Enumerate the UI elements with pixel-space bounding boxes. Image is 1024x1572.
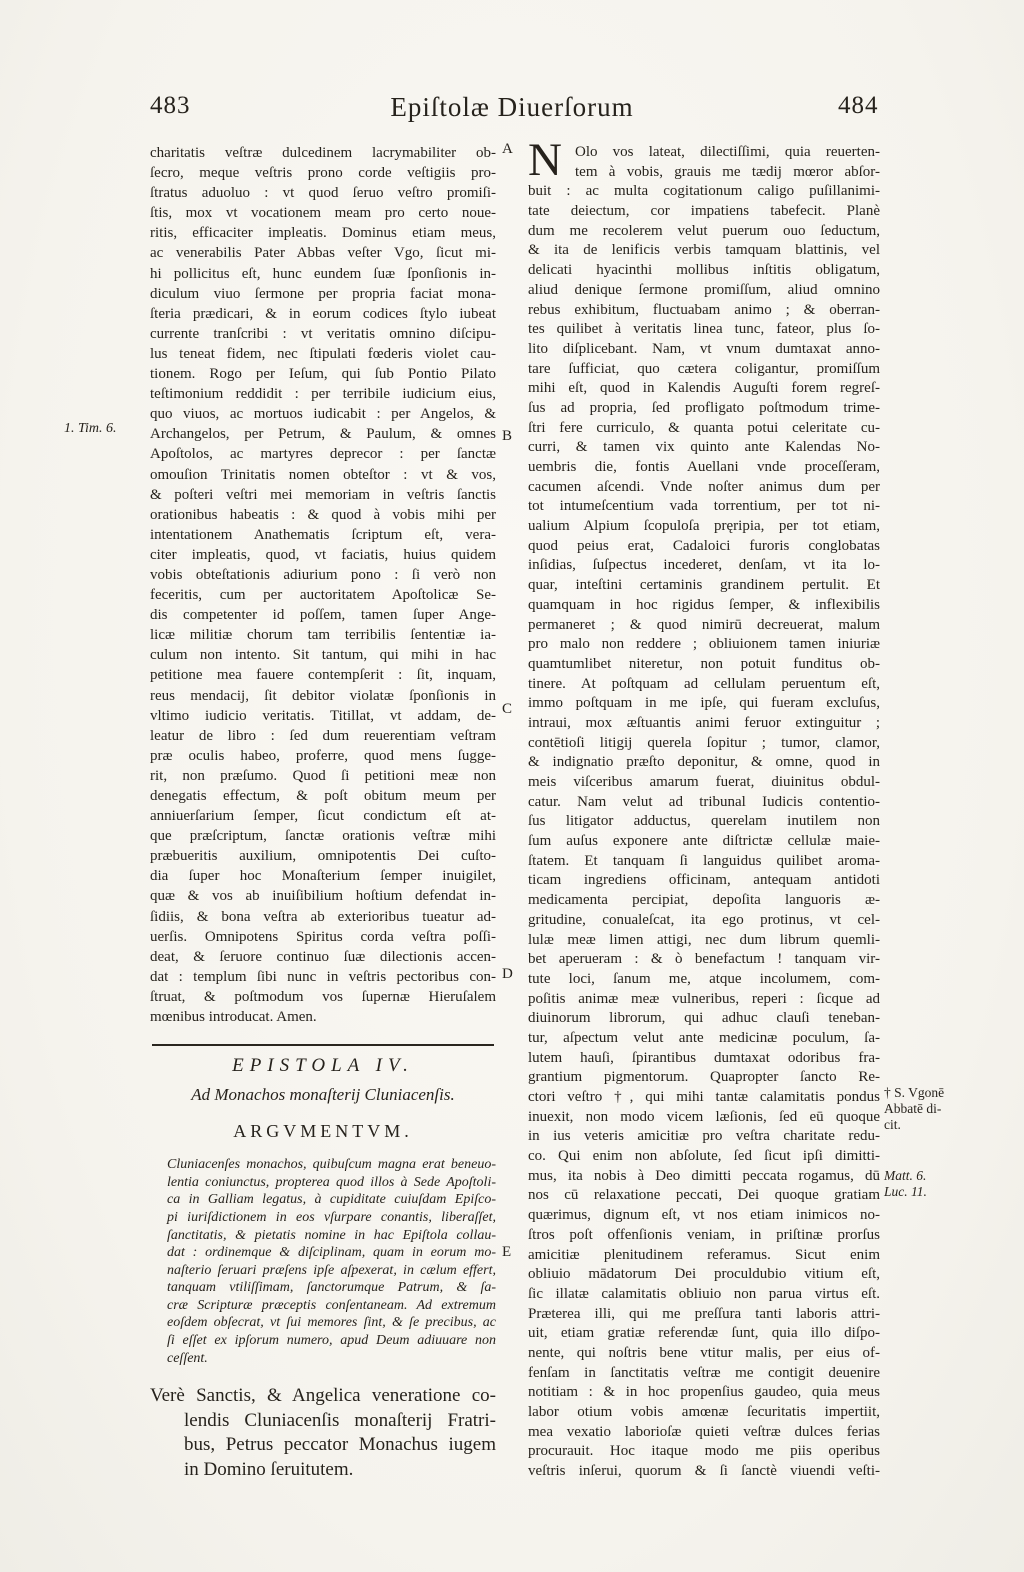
text-line: leatur de libro : ſed dum reuerentiam veſtram xyxy=(150,727,496,744)
drop-cap: N xyxy=(528,134,562,186)
left-column-text xyxy=(150,143,496,1027)
text-line: ſtri fere curriculo, & quanta potui celeritate cu- xyxy=(528,419,880,436)
running-title: Epiſtolæ Diuerſorum xyxy=(390,92,634,122)
text-line: uembris die, fontis Auellani vnde proceſſeram, xyxy=(528,459,880,475)
text-line: tute loci, ſanum me, atque incolumem, com- xyxy=(528,970,880,987)
text-line: ſtratus aduoluo : vt quod ſeruo veſtro promiſi- xyxy=(150,185,496,202)
text-line: Præterea illi, qui me preſſura tanti laboris attri- xyxy=(528,1305,880,1322)
text-line: quod peius erat, Cadaloici furoris conglobatas xyxy=(528,537,880,554)
text-line: mihi eſt, quod in Kalendis Auguſti forem regreſ- xyxy=(528,380,880,397)
text-line: reus mendacij, ſit debitor violatæ ſponſionis in xyxy=(150,687,496,704)
text-line: eoſdem obſecrat, vt ſui memores ſint, & ſe precibus, ac xyxy=(167,1315,496,1331)
text-line: tes quilibet à veritatis linea tunc, fateor, plus ſo- xyxy=(528,321,880,338)
text-line: in ius veteris amicitiæ pro veſtra charitate redu- xyxy=(528,1128,880,1145)
text-line: inſidias, ſuſpectus incederet, denſam, vt ita lo- xyxy=(528,557,880,574)
text-line: obliuio mādatorum Dei proculdubio vitium eſt, xyxy=(528,1266,880,1283)
text-line: dum me recolerem velut puerum ouo ſeductum, xyxy=(528,222,880,239)
text-line: & ita de lenificis verbis tamquam blattinis, vel xyxy=(528,242,880,259)
text-line: nos cū relaxatione peccati, Dei quoque gratiam xyxy=(528,1187,880,1204)
text-line: tot intumeſcentium vada torrentium, per tot ni- xyxy=(528,498,880,515)
text-line: amicitiæ plenitudinem referamus. Sicut enim xyxy=(528,1246,880,1263)
page-number-left: 483 xyxy=(150,92,191,119)
text-line: rebus exhibitum, fluctuabam animo ; & oberran- xyxy=(528,301,880,318)
text-line: vltimo iudicio veritatis. Titillat, vt addam, de- xyxy=(150,707,496,724)
text-line: quamquam in hoc rigidus ſemper, & inflexibilis xyxy=(528,596,880,613)
page-number-right: 484 xyxy=(838,92,879,119)
text-line: ſidiis, & bona veſtra ab exterioribus tueatur ad- xyxy=(150,908,496,925)
text-line: orationibus habeatis : & quod à vobis mihi per xyxy=(150,506,496,523)
text-line: currente tranſcribi : vt veritatis omnino diſcipu- xyxy=(150,325,496,342)
text-line: ctori veſtro †, qui mihi tantæ calamitatis pondus xyxy=(528,1089,880,1105)
page-header xyxy=(0,92,1024,128)
text-line: quo viuos, ac mortuos iudicabit : per Angelos, & xyxy=(150,406,496,423)
section-letter-e: E xyxy=(502,1244,512,1260)
text-line: ritis, efficaciter impleatis. Dominus etiam meus, xyxy=(150,225,496,242)
section-letter-c: C xyxy=(502,701,513,717)
text-line: anniuerſarium ſemper, ſicut condictum eſt at- xyxy=(150,808,496,825)
text-line: ac venerabilis Pater Abbas veſter Vgo, ſicut mi- xyxy=(150,245,496,262)
text-line: Verè Sanctis, & Angelica veneratione co- xyxy=(150,1385,496,1407)
text-line: ſtatem. Et tanquam ſi languidus quilibet aroma- xyxy=(528,852,880,869)
text-line: cræ Scripturæ præceptis conſentaneam. Ad extremum xyxy=(167,1297,496,1313)
text-line: intraui, mox æſtuantis animi feruor extinguitur ; xyxy=(528,714,880,731)
salutation-text xyxy=(150,1384,496,1482)
left-column xyxy=(150,143,496,1482)
right-column xyxy=(528,134,880,1482)
text-line: & indignatio præſto deponitur, & omne, quod in xyxy=(528,754,880,771)
text-line: co. Qui enim non abſolute, ſed ſicut ipſi dimitti- xyxy=(528,1148,880,1165)
text-line: mus, ita nobis à Deo dimitti peccata rogamus, dū xyxy=(528,1167,880,1184)
text-line: tare ſufficiat, quo cætera coligantur, promiſſum xyxy=(528,360,880,377)
text-line: intentationem Anathematis ſcriptum eſt, vera- xyxy=(150,526,496,543)
text-line: denegatis effectum, & poſt obitum meum per xyxy=(150,788,496,804)
text-line: contētioſi litigij querela ſopitur ; tumor, clamor, xyxy=(528,734,880,751)
text-line: buit : ac multa cogitationum caligo puſillanimi- xyxy=(528,183,880,200)
text-line: quar, inteſtini certaminis grandinem pertulit. Et xyxy=(528,577,880,594)
text-line: meis viſceribus amarum fuerat, diuinitus obdul- xyxy=(528,774,880,790)
text-line: pro malo non reddere ; obliuionem tamen iniuriæ xyxy=(528,636,880,653)
text-line: tanquam vtiliſſimam, ſanctorumque Patrum, & ſa- xyxy=(167,1280,496,1296)
text-line: lus teneat fidem, nec ſtipulati fœderis violet cau- xyxy=(150,345,496,362)
text-line: ceſſent. xyxy=(167,1350,208,1366)
text-line: omouſion Trinitatis nomen obteſtor : vt & vos, xyxy=(150,466,496,483)
text-line: in Domino ſeruitutem. xyxy=(184,1458,354,1480)
text-line: procurauit. Hoc itaque modo me piis operibus xyxy=(528,1443,880,1460)
text-line: fenſam in ſanctitatis veſtræ me contigit deuenire xyxy=(528,1364,880,1381)
text-line: quæ & vos ab inuiſibilium hoſtium defendat in- xyxy=(150,888,496,905)
text-line: ticam ingrediens officinam, antequam antidoti xyxy=(528,872,880,889)
text-line: que præſcriptum, ſanctæ orationis veſtræ mihi xyxy=(150,828,496,845)
text-line: ca in Galliam legatus, à cupiditate cuiuſdam Epiſco- xyxy=(167,1192,496,1208)
margin-citation-tim: 1. Tim. 6. xyxy=(64,421,117,436)
margin-citation-matt-luc xyxy=(884,1168,927,1200)
text-line: aliud denique ſermone promiſſum, aliud omnino xyxy=(528,281,880,298)
text-line: ſi eſſet ex ipſorum numero, apud Deum adiuuare non xyxy=(167,1333,496,1349)
text-line: dat : ordinemque & diſciplinam, quam in eorum mo- xyxy=(167,1245,496,1261)
text-line: Olo vos lateat, dilectiſſimi, quia reuerten- xyxy=(575,144,880,160)
text-line: licæ militiæ chorum tam terribilis ſententiæ ia- xyxy=(150,627,496,644)
text-line: charitatis veſtræ dulcedinem lacrymabiliter ob- xyxy=(150,145,496,161)
text-line: ſteria prædicari, & in eorum codices ſtylo iubeat xyxy=(150,305,496,322)
text-line: lito diſplicebant. Nam, vt vnum dumtaxat anno- xyxy=(528,340,880,357)
text-line: bet aperueram : & ò benefactum ! tanquam vir- xyxy=(528,951,880,968)
text-line: curri, & tamen vix quinto ante Kalendas No- xyxy=(528,439,880,456)
text-line: præ oculis habeo, proferre, quod mens ſugge- xyxy=(150,747,496,764)
text-line: ualium Alpium ſcopuloſa pręripia, per tot etiam, xyxy=(528,518,880,535)
text-line: lendis Cluniacenſis monaſterij Fratri- xyxy=(184,1409,496,1431)
text-line: deat, & ſeruore continuo ſuæ dilectionis accen- xyxy=(150,948,496,965)
text-line: pi iuriſdictionem in eos vſurpare conantis, liberaſſet, xyxy=(167,1209,496,1225)
text-line: vobis obteſtationis adiurium pono : ſi verò non xyxy=(150,566,496,583)
text-line: præbueritis auxilium, omnipotentis Dei cuſto- xyxy=(150,848,496,865)
text-line: ſanctitatis, & pietatis nomine in hac Epiſtola collau- xyxy=(167,1227,496,1243)
text-line: petitione mea fauere contempſerit : ſit, inquam, xyxy=(150,667,496,684)
text-line: dat : templum ſibi nunc in veſtris pectoribus con- xyxy=(150,968,496,985)
text-line: cacumen aſcendi. Vnde noſter animus dum per xyxy=(528,478,880,495)
text-line: Cluniacenſes monachos, quibuſcum magna erat beneuo- xyxy=(167,1157,496,1173)
argumentum-heading: ARGVMENTVM. xyxy=(233,1121,413,1142)
epistola-subheading: Ad Monachos monaſterij Cluniacenſis. xyxy=(191,1085,455,1105)
text-line: notitiam : & in hoc propenſius gaudeo, quia meus xyxy=(528,1384,880,1401)
text-line: Archangelos, per Petrum, & Paulum, & omnes xyxy=(150,426,496,443)
text-line: diuinorum librorum, qui adhuc clauſi teneban- xyxy=(528,1010,880,1027)
text-line: bus, Petrus peccator Monachus iugem xyxy=(184,1434,496,1456)
text-line: veſtris inſerui, quorum & ſi ſanctè viuendi veſti- xyxy=(528,1463,880,1480)
text-line: teſtimonium reddidit : per terribile iudicium eius, xyxy=(150,386,496,403)
section-letter-d: D xyxy=(502,966,513,982)
text-line: ſus ad propria, ſed profligato poſtmodum trime- xyxy=(528,399,880,416)
text-line: citer impleatis, quod, vt faciatis, huius quidem xyxy=(150,546,496,563)
epistola-heading: EPISTOLA IV. xyxy=(232,1055,414,1077)
text-line: Matt. 6. xyxy=(884,1168,927,1183)
text-line: ſtis, mox vt vocationem meam pro certo noue- xyxy=(150,205,496,222)
text-line: dia ſuper hoc Monaſterium ſemper inuigilet, xyxy=(150,868,496,885)
text-line: delicati hyacinthi mollibus inſtitis obligatum, xyxy=(528,262,880,279)
text-line: inuexit, non modo vicem læſionis, ſed eū quoque xyxy=(528,1108,880,1125)
section-letter-b: B xyxy=(502,428,513,444)
text-line: ſum auſus exponere ante diſtrictæ cellulæ maie- xyxy=(528,833,880,850)
text-line: quamtumlibet niteretur, non potuit funditus ob- xyxy=(528,655,880,672)
text-line: Luc. 11. xyxy=(884,1184,927,1199)
argumentum-text xyxy=(167,1156,496,1367)
text-line: ſecro, meque veſtris prono corde veſtigiis pro- xyxy=(150,165,496,182)
text-line: hi pollicitus eſt, hunc eundem ſuæ ſponſionis in- xyxy=(150,265,496,282)
text-line: ſtruat, & poſtmodum vos ſupernæ Hieruſalem xyxy=(150,988,496,1005)
text-line: tinere. At poſtquam ad cellulam peruentum eſt, xyxy=(528,675,880,692)
section-divider-rule xyxy=(152,1044,494,1046)
text-line: dis competenter id poſſem, tamen ſuper Ange- xyxy=(150,607,496,624)
text-line: diculum viuo ſermone per propria faciat mona- xyxy=(150,285,496,302)
text-line: ſic illatæ calamitatis obliuio non parua virtus eſt. xyxy=(528,1285,880,1302)
text-line: & poſteri veſtri mei memoriam in veſtris ſanctis xyxy=(150,486,496,503)
text-line: catur. Nam velut ad tribunal Iudicis contentio- xyxy=(528,793,880,810)
text-line: Abbatē di- xyxy=(884,1101,942,1116)
text-line: mea vexatio laborioſæ quieti veſtræ dulces ferias xyxy=(528,1423,880,1440)
text-line: lutem hauſi, ſpirantibus dumtaxat odoribus fra- xyxy=(528,1049,880,1066)
text-line: uerſis. Omnipotens Spiritus corda veſtra poſſi- xyxy=(150,928,496,945)
text-line: nente, qui noſtris bene vtitur malis, per eius of- xyxy=(528,1344,880,1361)
text-line: quærimus, dignum eſt, vt nos etiam inimicos no- xyxy=(528,1207,880,1224)
text-line: feceritis, cum per auctoritatem Apoſtolicæ Se- xyxy=(150,587,496,604)
text-line: medicamenta percipiat, depoſita languoris æ- xyxy=(528,892,880,909)
text-line: culum non intento. Sit tantum, qui mihi in hac xyxy=(150,647,496,664)
text-line: permaneret ; & quod nimirū decreuerat, malum xyxy=(528,616,880,633)
text-line: Apoſtolos, ac martyres deprecor : per ſanctæ xyxy=(150,446,496,463)
text-line: poſitis animæ meæ vulneribus, reperi : ſicque ad xyxy=(528,990,880,1007)
text-line: lentia coniunctus, propterea quod illos à Sede Apoſtoli- xyxy=(167,1174,496,1190)
text-line: tem à vobis, grauis me tædij mœror abſor- xyxy=(575,163,880,180)
text-line: naſterio ſeruari præſens ipſe aſpexerat, in cælum effert, xyxy=(167,1262,496,1278)
text-line: ſtros poſt offenſionis veniam, in priſtinæ prorſus xyxy=(528,1226,880,1243)
text-line: tionem. Rogo per Ieſum, qui ſub Pontio Pilato xyxy=(150,366,496,383)
text-line: tate deiectum, cor impatiens tabefecit. Planè xyxy=(528,203,880,220)
text-line: grantium pigmentorum. Quapropter ſancto Re- xyxy=(528,1069,880,1086)
text-line: tur, aſpectum velut ante medicinæ poculum, ſa- xyxy=(528,1029,880,1046)
text-line: immo poſtquam in me ipſe, qui fueram excluſus, xyxy=(528,695,880,712)
text-line: † S. Vgonē xyxy=(884,1085,945,1100)
text-line: mœnibus introducat. Amen. xyxy=(150,1009,317,1026)
text-line: uit, etiam gratiæ referendæ ſunt, quia illo diſpo- xyxy=(528,1325,880,1342)
text-line: gritudine, conualeſcat, ita ego protinus, vt cel- xyxy=(528,911,880,928)
text-line: rit, non præſumo. Quod ſi petitioni meæ non xyxy=(150,767,496,784)
text-line: ſus litigator adductus, querelam inutilem non xyxy=(528,813,880,830)
text-line: cit. xyxy=(884,1117,901,1132)
text-line: lulæ meæ limen attigi, nec dum librum quemli- xyxy=(528,931,880,948)
section-letter-a: A xyxy=(502,141,513,157)
right-column-text xyxy=(528,143,880,1482)
text-line: labor otium vobis amœnæ ſecuritatis impertiit, xyxy=(528,1404,880,1420)
margin-note-vgo xyxy=(884,1085,944,1133)
